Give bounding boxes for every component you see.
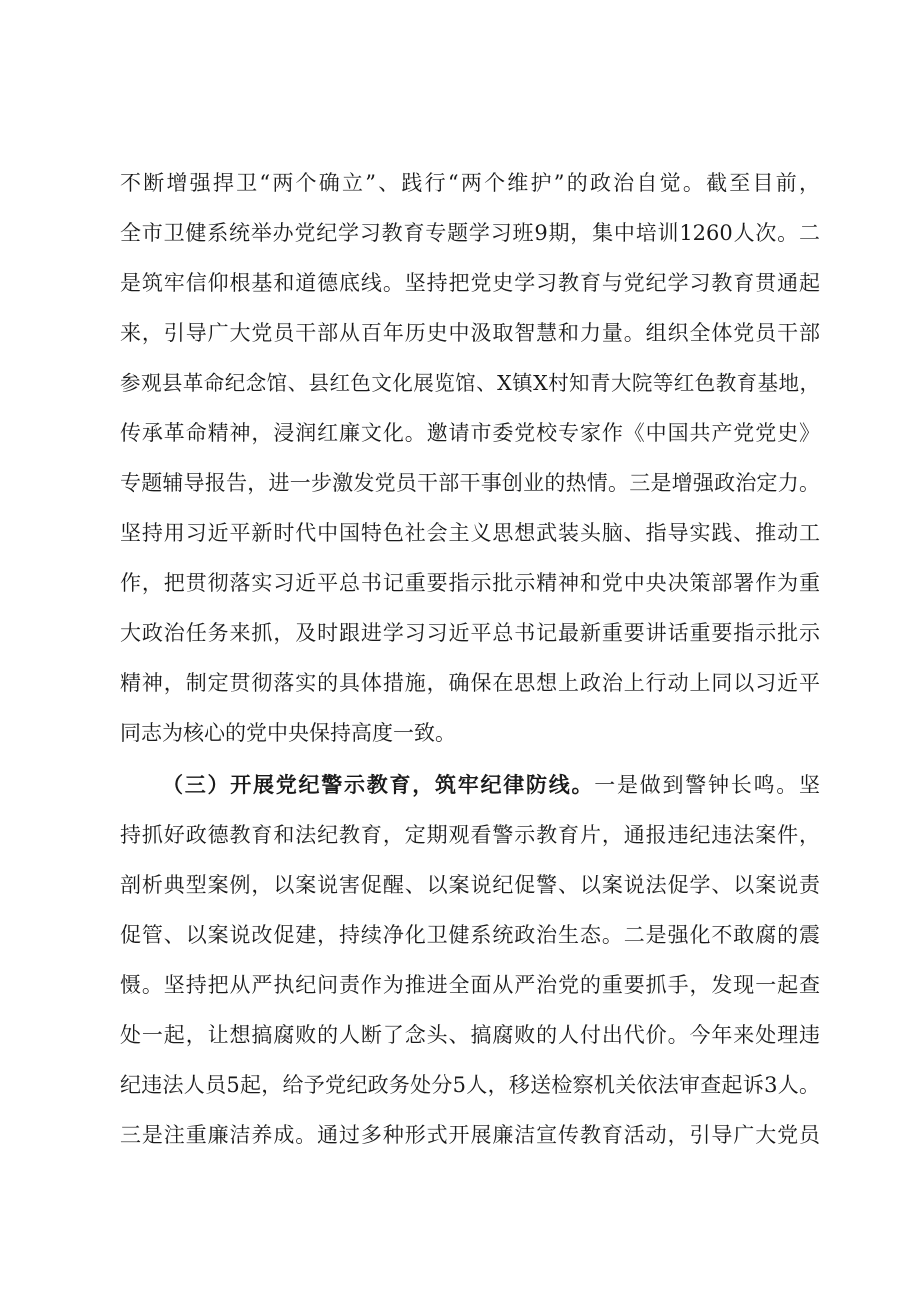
paragraph-1-line-8: 坚持用习近平新时代中国特色社会主义思想武装头脑、指导实践、推动工 bbox=[120, 521, 820, 545]
paragraph-2-line-2: 持抓好政德教育和法纪教育，定期观看警示教育片，通报违纪违法案件， bbox=[120, 823, 820, 847]
paragraph-1-line-4: 来，引导广大党员干部从百年历史中汲取智慧和力量。组织全体党员干部 bbox=[120, 321, 820, 345]
paragraph-1-line-11: 精神，制定贯彻落实的具体措施，确保在思想上政治上行动上同以习近平 bbox=[120, 671, 820, 695]
paragraph-1-line-1: 不断增强捍卫“两个确立”、践行“两个维护”的政治自觉。截至目前， bbox=[120, 171, 820, 195]
paragraph-2-line-3: 剖析典型案例，以案说害促醒、以案说纪促警、以案说法促学、以案说责 bbox=[120, 873, 820, 897]
paragraph-2-line-6: 处一起，让想搞腐败的人断了念头、搞腐败的人付出代价。今年来处理违 bbox=[120, 1023, 820, 1047]
paragraph-1-line-3: 是筑牢信仰根基和道德底线。坚持把党史学习教育与党纪学习教育贯通起 bbox=[120, 271, 820, 295]
section-heading: （三）开展党纪警示教育，筑牢纪律防线。 bbox=[162, 772, 595, 797]
paragraph-1-line-5: 参观县革命纪念馆、县红色文化展览馆、X镇X村知青大院等红色教育基地， bbox=[120, 371, 820, 395]
paragraph-2-line-5: 慑。坚持把从严执纪问责作为推进全面从严治党的重要抓手，发现一起查 bbox=[120, 973, 820, 997]
paragraph-1-line-6: 传承革命精神，浸润红廉文化。邀请市委党校专家作《中国共产党党史》 bbox=[120, 421, 820, 445]
paragraph-2-line-1 bbox=[162, 770, 820, 800]
paragraph-2-line-7: 纪违法人员5起，给予党纪政务处分5人，移送检察机关依法审查起诉3人。 bbox=[120, 1073, 820, 1097]
paragraph-1-line-10: 大政治任务来抓，及时跟进学习习近平总书记最新重要讲话重要指示批示 bbox=[120, 621, 820, 645]
paragraph-2-line-4: 促管、以案说改促建，持续净化卫健系统政治生态。二是强化不敢腐的震 bbox=[120, 923, 820, 947]
paragraph-1-line-7: 专题辅导报告，进一步激发党员干部干事创业的热情。三是增强政治定力。 bbox=[120, 471, 820, 495]
paragraph-2-line-8: 三是注重廉洁养成。通过多种形式开展廉洁宣传教育活动，引导广大党员 bbox=[120, 1123, 820, 1147]
paragraph-1-line-9: 作，把贯彻落实习近平总书记重要指示批示精神和党中央决策部署作为重 bbox=[120, 571, 820, 595]
paragraph-2-line-1-rest: 一是做到警钟长鸣。坚 bbox=[594, 773, 820, 797]
paragraph-1-line-2: 全市卫健系统举办党纪学习教育专题学习班9期，集中培训1260人次。二 bbox=[120, 221, 820, 245]
paragraph-1-line-12: 同志为核心的党中央保持高度一致。 bbox=[120, 721, 456, 745]
